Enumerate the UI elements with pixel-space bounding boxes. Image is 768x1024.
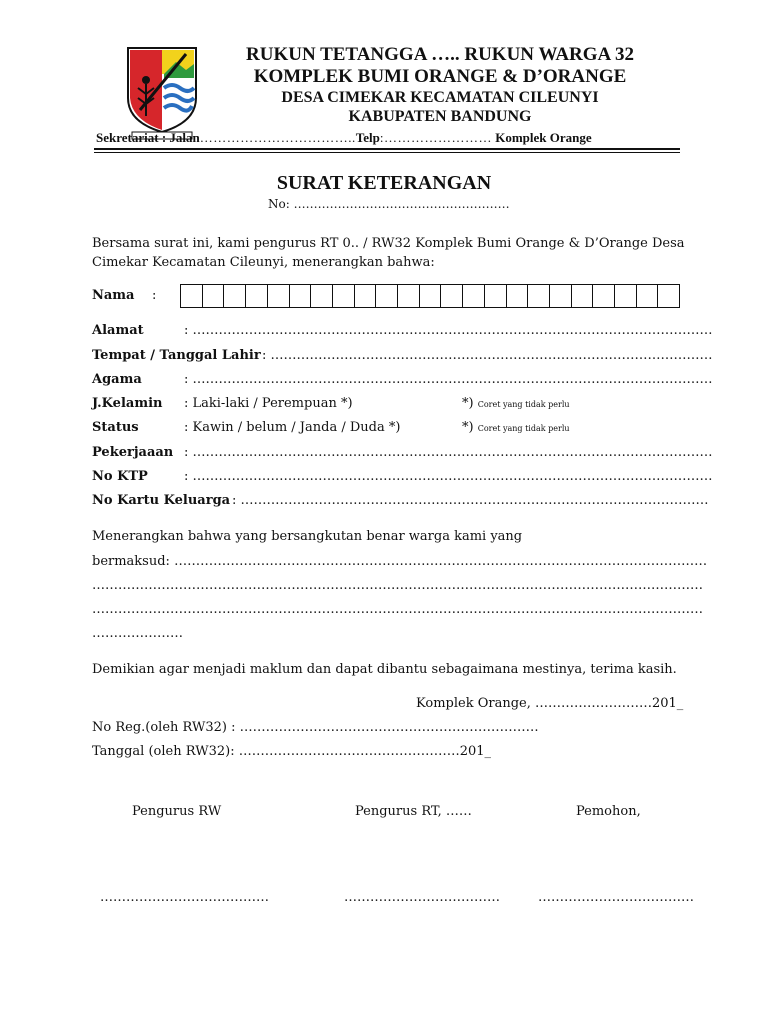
ktp-label: No KTP <box>92 469 148 484</box>
signature-rw-line[interactable]: ………………………………… <box>100 890 269 905</box>
nama-letter-box[interactable] <box>528 285 550 307</box>
nama-letter-box[interactable] <box>311 285 333 307</box>
nama-label: Nama <box>92 288 135 303</box>
pekerjaan-label: Pekerjaaan <box>92 445 174 460</box>
no-reg[interactable]: No Reg.(oleh RW32) : …………………………………………………………… <box>92 720 539 735</box>
signature-rt-line[interactable]: ……………………………… <box>344 890 500 905</box>
secretariat-line <box>96 130 592 146</box>
purpose-line-5[interactable]: ………………… <box>92 626 183 641</box>
coret-mark: *) <box>462 420 474 435</box>
agama-field[interactable]: : ………………………………………………………………………………………………………… <box>184 372 713 387</box>
letterhead-line-1: RUKUN TETANGGA ….. RUKUN WARGA 32 <box>246 44 634 65</box>
jenis-kelamin-field[interactable]: : Laki-laki / Perempuan *) <box>184 396 353 411</box>
coret-text: Coret yang tidak perlu <box>477 400 570 409</box>
status-field[interactable]: : Kawin / belum / Janda / Duda *) <box>184 420 401 435</box>
ttl-label: Tempat / Tanggal Lahir <box>92 348 261 363</box>
telp-label: Telp <box>355 130 380 145</box>
alamat-label: Alamat <box>92 323 144 338</box>
ttl-field[interactable]: : ………………………………………………………………………………………… <box>262 348 713 363</box>
komplek-label: Komplek Orange <box>495 130 592 145</box>
nama-letter-box[interactable] <box>333 285 355 307</box>
place-date[interactable]: Komplek Orange, ………………………201_ <box>416 696 684 711</box>
kk-label: No Kartu Keluarga <box>92 493 231 508</box>
ktp-field[interactable]: : ………………………………………………………………………………………………………… <box>184 469 713 484</box>
coret-note-2 <box>462 420 570 435</box>
telp-dots: :…………………… <box>379 130 492 145</box>
tanggal-reg[interactable]: Tanggal (oleh RW32): ……………………………………………201_ <box>92 744 492 759</box>
letterhead-rule-thick <box>94 148 680 150</box>
alamat-field[interactable]: : ………………………………………………………………………………………………………… <box>184 323 713 338</box>
coret-note-1 <box>462 396 570 411</box>
purpose-line-1: Menerangkan bahwa yang bersangkutan benar warga kami yang <box>92 529 523 544</box>
nama-letter-box[interactable] <box>507 285 529 307</box>
purpose-line-3[interactable]: …………………………………………………………………………………………………………………………… <box>92 578 703 593</box>
nama-letter-box[interactable] <box>181 285 203 307</box>
nama-letter-box[interactable] <box>593 285 615 307</box>
nama-letter-box[interactable] <box>572 285 594 307</box>
nama-letter-box[interactable] <box>658 285 679 307</box>
pekerjaan-field[interactable]: : ………………………………………………………………………………………………………… <box>184 445 713 460</box>
letterhead-rule-thin <box>94 152 680 153</box>
signature-pemohon-line[interactable]: ……………………………… <box>538 890 694 905</box>
nama-letter-boxes[interactable] <box>180 284 680 308</box>
nama-letter-box[interactable] <box>420 285 442 307</box>
nama-letter-box[interactable] <box>224 285 246 307</box>
nama-letter-box[interactable] <box>268 285 290 307</box>
signature-pemohon-label: Pemohon, <box>576 804 641 819</box>
nama-letter-box[interactable] <box>290 285 312 307</box>
signature-rt-label: Pengurus RT, …… <box>355 804 472 819</box>
intro-line-1: Bersama surat ini, kami pengurus RT 0.. / RW32 Komplek Bumi Orange & D’Orange Desa <box>92 236 685 251</box>
nama-letter-box[interactable] <box>550 285 572 307</box>
purpose-line-2[interactable]: bermaksud: …………………………………………………………………………………………………………… <box>92 554 708 569</box>
secretariat-label: Sekretariat : Jalan <box>96 130 200 145</box>
purpose-line-4[interactable]: …………………………………………………………………………………………………………………………… <box>92 602 703 617</box>
jenis-kelamin-label: J.Kelamin <box>92 396 163 411</box>
letterhead-line-4: KABUPATEN BANDUNG <box>348 108 532 125</box>
agama-label: Agama <box>92 372 142 387</box>
letterhead-line-3: DESA CIMEKAR KECAMATAN CILEUNYI <box>281 89 599 106</box>
nama-letter-box[interactable] <box>355 285 377 307</box>
nama-colon: : <box>152 288 157 303</box>
signature-rw-label: Pengurus RW <box>132 804 222 819</box>
nama-letter-box[interactable] <box>615 285 637 307</box>
nama-letter-box[interactable] <box>463 285 485 307</box>
nama-letter-box[interactable] <box>246 285 268 307</box>
nama-letter-box[interactable] <box>441 285 463 307</box>
coret-mark: *) <box>462 396 474 411</box>
secretariat-street-dots: …………………………….. <box>199 130 356 145</box>
nama-letter-box[interactable] <box>485 285 507 307</box>
letterhead-line-2: KOMPLEK BUMI ORANGE & D’ORANGE <box>253 66 627 87</box>
document-number: No: ……………………………………………… <box>268 197 510 211</box>
nama-letter-box[interactable] <box>203 285 225 307</box>
kk-field[interactable]: : ……………………………………………………………………………………………… <box>232 493 709 508</box>
intro-line-2: Cimekar Kecamatan Cileunyi, menerangkan bahwa: <box>92 255 435 270</box>
closing-text: Demikian agar menjadi maklum dan dapat dibantu sebagaimana mestinya, terima kasih. <box>92 662 677 677</box>
coret-text: Coret yang tidak perlu <box>477 424 570 433</box>
nama-letter-box[interactable] <box>398 285 420 307</box>
status-label: Status <box>92 420 139 435</box>
document-title: SURAT KETERANGAN <box>276 172 492 194</box>
nama-letter-box[interactable] <box>637 285 659 307</box>
nama-letter-box[interactable] <box>376 285 398 307</box>
